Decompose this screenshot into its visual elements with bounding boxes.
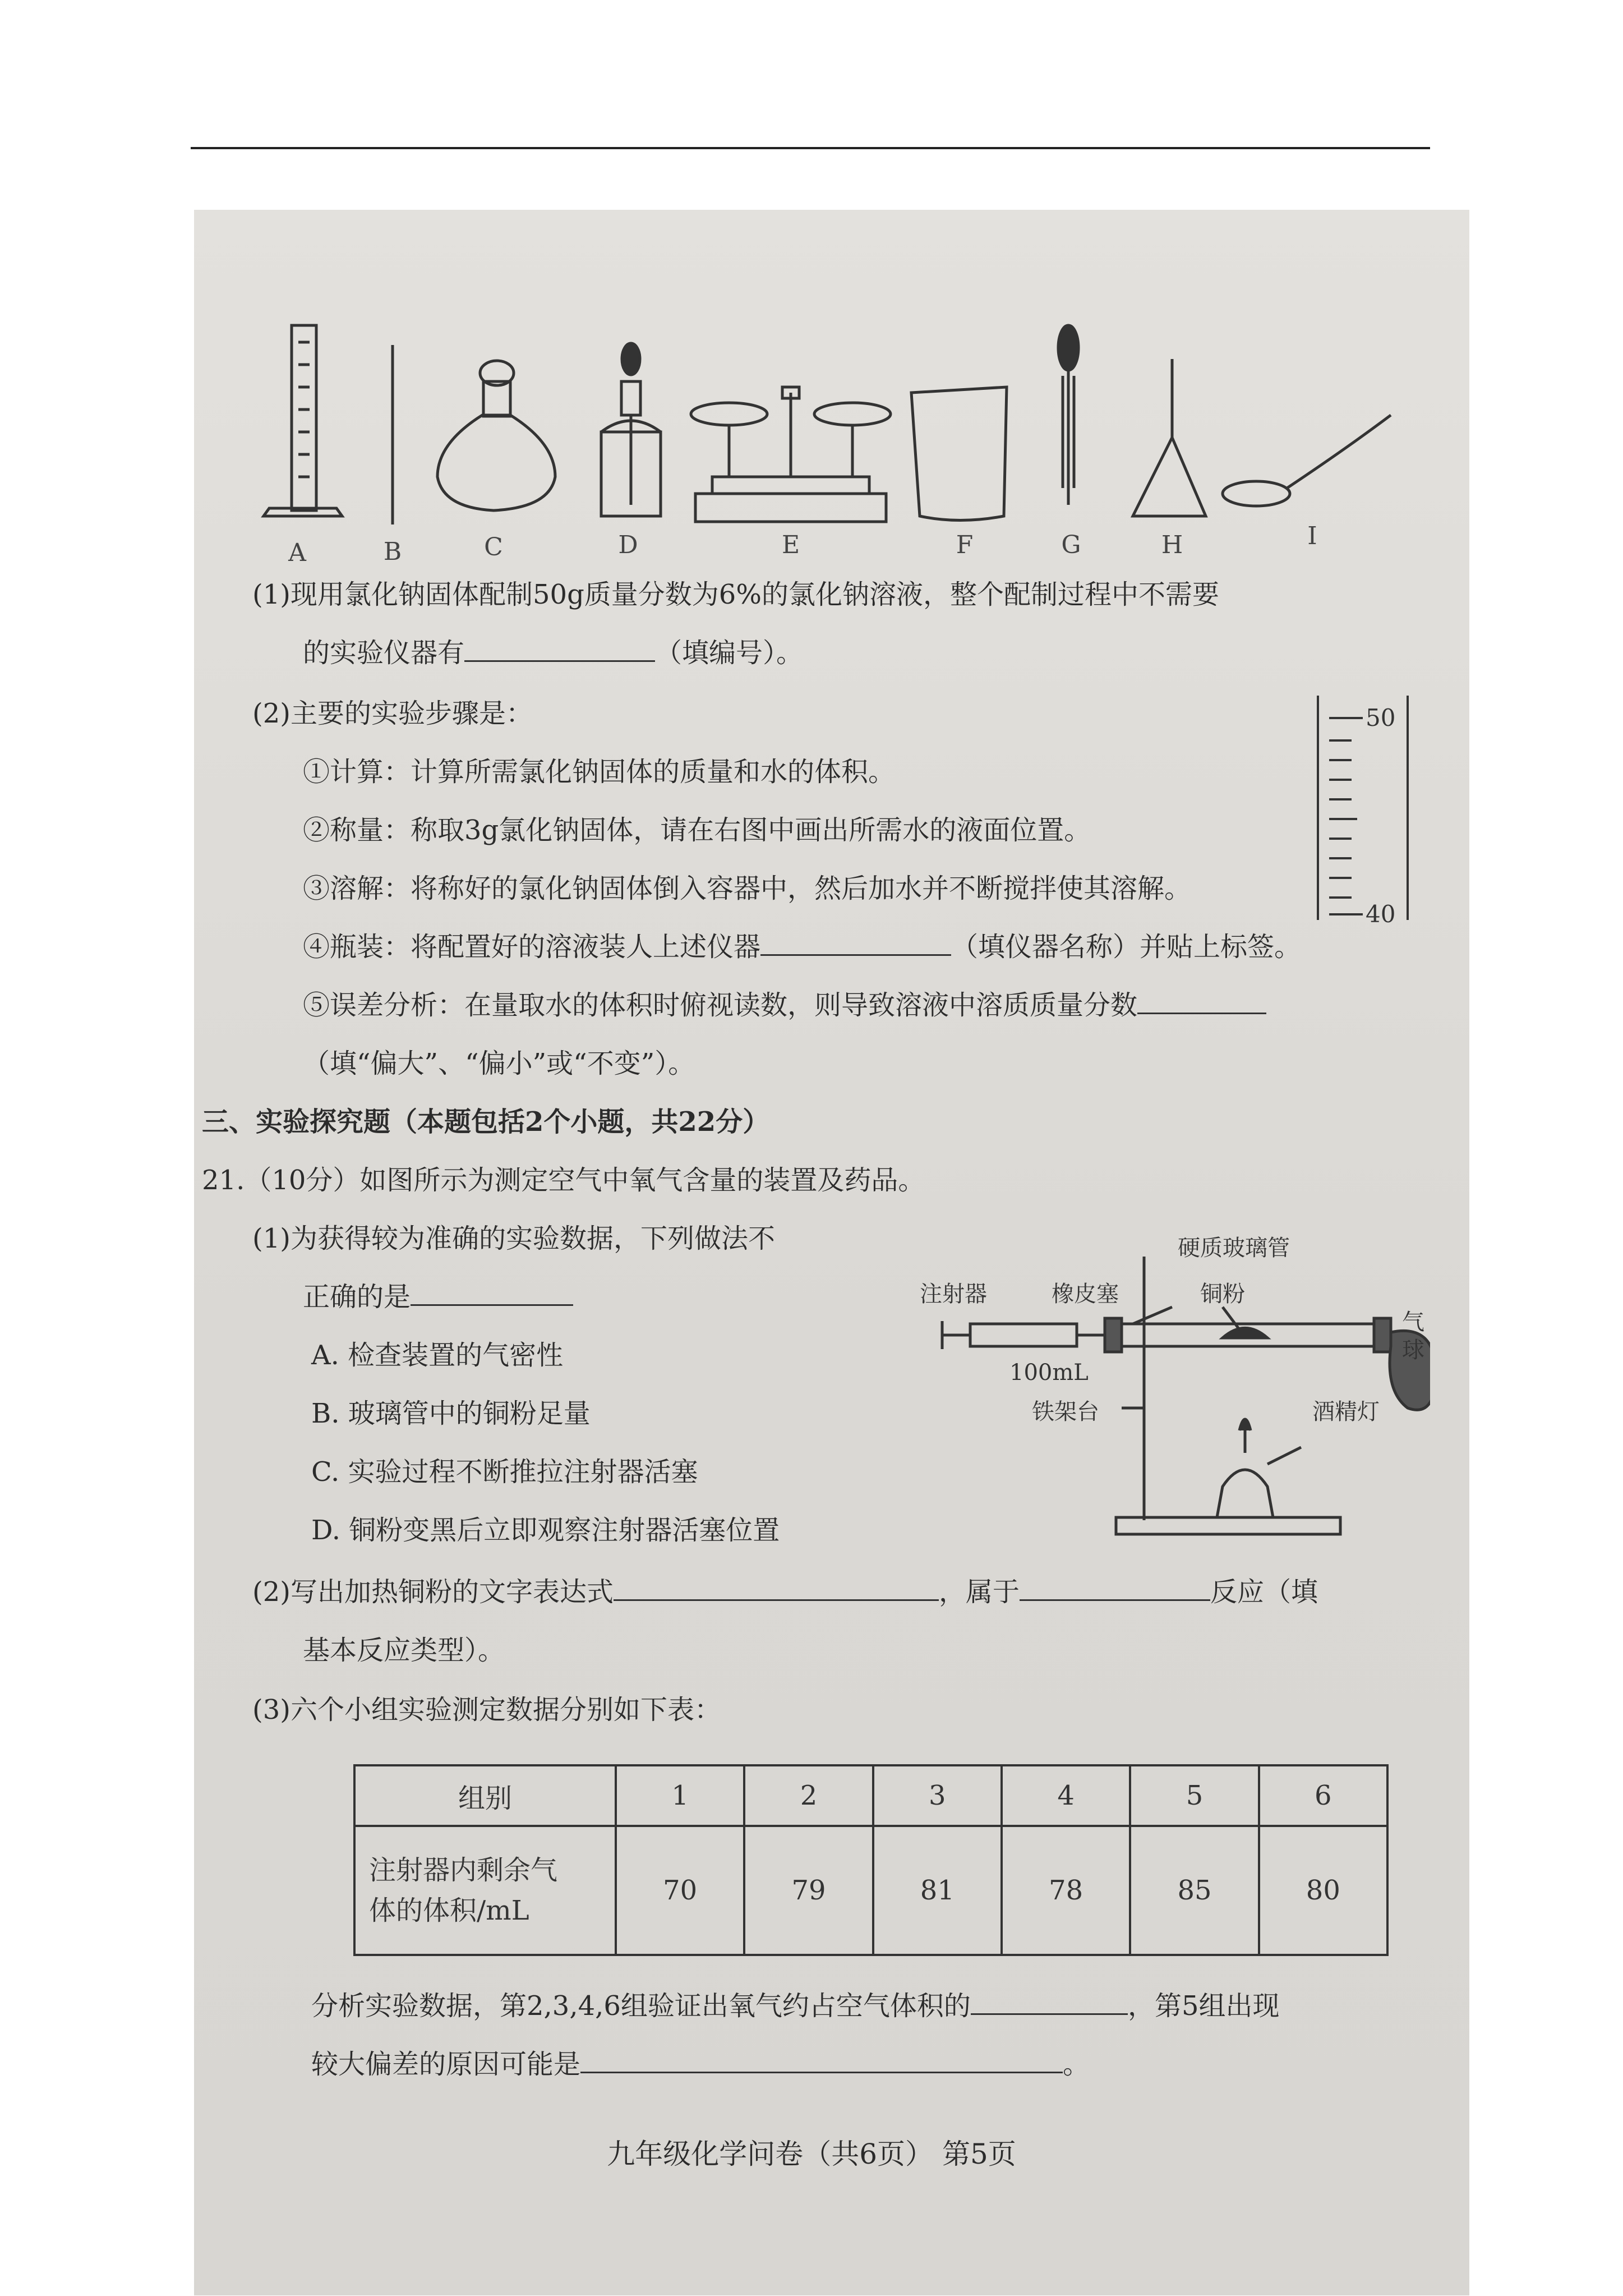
- apparatus-label-g: G: [1061, 531, 1081, 559]
- q21-analysis-reason: 较大偏差的原因可能是: [311, 2049, 581, 2080]
- q21-part2-line1: [252, 1576, 1318, 1609]
- results-table: [353, 1764, 1389, 1956]
- apparatus-label-a: A: [288, 539, 306, 567]
- q21-analysis-line1: [311, 1990, 1279, 2023]
- q21-intro: 21.（10分）如图所示为测定空气中氧气含量的装置及药品。: [202, 1165, 925, 1196]
- q20-part2-title: (2)主要的实验步骤是：: [252, 698, 533, 729]
- apparatus-label-e: E: [781, 531, 800, 559]
- spoon-icon: [1223, 415, 1391, 506]
- q20-step5-text: ⑤误差分析：在量取水的体积时俯视读数，则导致溶液中溶质质量分数: [303, 990, 1138, 1021]
- table-group-6: 6: [1259, 1765, 1387, 1826]
- funnel-icon: [1133, 359, 1206, 516]
- page-footer: 九年级化学问卷（共6页） 第5页: [607, 2138, 1016, 2170]
- balance-icon: [691, 387, 891, 522]
- q20-step4-suffix: （填仪器名称）并贴上标签。: [951, 931, 1302, 963]
- q21-part2-text: (2)写出加热铜粉的文字表达式: [252, 1576, 614, 1608]
- q21-option-c: C. 实验过程不断推拉注射器活塞: [311, 1456, 698, 1488]
- diagram-label-stopper: 橡皮塞: [1052, 1281, 1119, 1307]
- dropping-bottle-icon: [601, 343, 661, 516]
- q20-step4-text: ④瓶装：将配置好的溶液装人上述仪器: [303, 931, 761, 963]
- apparatus-label-i: I: [1307, 522, 1317, 550]
- diagram-label-copper: 铜粉: [1200, 1281, 1245, 1307]
- table-row-label-2: 体的体积/mL: [369, 1895, 529, 1926]
- diagram-label-balloon-2: 球: [1402, 1337, 1424, 1363]
- q20-answer-blank-2[interactable]: [760, 932, 951, 956]
- q21-part3-title: (3)六个小组实验测定数据分别如下表：: [252, 1694, 721, 1726]
- alcohol-lamp-icon: [1217, 1419, 1273, 1517]
- syringe-icon: [942, 1321, 1110, 1349]
- q21-part2-belongs: ，属于: [939, 1576, 1020, 1608]
- table-value-3: 81: [873, 1826, 1002, 1955]
- q20-part1-suffix: （填编号）。: [655, 637, 804, 669]
- table-value-4: 78: [1002, 1826, 1130, 1955]
- diagram-label-volume: 100mL: [1009, 1360, 1089, 1386]
- q20-part1-line1: (1)现用氯化钠固体配制50g质量分数为6%的氯化钠溶液，整个配制过程中不需要: [252, 579, 1219, 610]
- q21-part2-fill: 反应（填: [1210, 1576, 1318, 1608]
- table-group-5: 5: [1130, 1765, 1258, 1826]
- diagram-label-stand: 铁架台: [1032, 1399, 1099, 1425]
- q20-part1-line2: [303, 637, 803, 670]
- apparatus-label-b: B: [383, 537, 402, 566]
- q21-part1-line2: [303, 1281, 573, 1314]
- diagram-label-syringe: 注射器: [920, 1281, 987, 1307]
- q21-option-b: B. 玻璃管中的铜粉足量: [311, 1398, 591, 1429]
- cylinder-top-mark: 50: [1366, 704, 1396, 731]
- graduated-cylinder-icon: [264, 325, 342, 516]
- q20-answer-blank-1[interactable]: [464, 638, 655, 662]
- q21-option-d: D. 铜粉变黑后立即观察注射器活塞位置: [311, 1515, 780, 1546]
- dropper-icon: [1058, 325, 1078, 505]
- q21-analysis-end: 。: [1063, 2049, 1090, 2080]
- table-row: [354, 1826, 1387, 1955]
- beaker-icon: [911, 387, 1007, 521]
- q21-answer-blank-2[interactable]: [614, 1577, 939, 1601]
- q20-step4: [303, 931, 1301, 964]
- table-value-1: 70: [616, 1826, 744, 1955]
- q21-answer-blank-5[interactable]: [580, 2049, 1063, 2073]
- q20-step2: ②称量：称取3g氯化钠固体，请在右图中画出所需水的液面位置。: [303, 815, 1091, 846]
- apparatus-label-f: F: [956, 531, 974, 559]
- q21-analysis-group5: ，第5组出现: [1127, 1990, 1280, 2022]
- table-row-label: [354, 1826, 616, 1955]
- oxygen-apparatus-diagram: [909, 1228, 1430, 1537]
- q20-part1-text: 的实验仪器有: [303, 637, 465, 669]
- table-group-2: 2: [744, 1765, 873, 1826]
- section-3-title: 三、实验探究题（本题包括2个小题，共22分）: [202, 1106, 770, 1138]
- table-value-2: 79: [744, 1826, 873, 1955]
- cylinder-scale-diagram[interactable]: [1312, 690, 1424, 931]
- diagram-label-tube: 硬质玻璃管: [1178, 1235, 1290, 1261]
- q21-answer-blank-4[interactable]: [971, 1991, 1128, 2015]
- table-value-6: 80: [1259, 1826, 1387, 1955]
- cylinder-bottom-mark: 40: [1366, 900, 1396, 928]
- wide-mouth-bottle-icon: [437, 361, 555, 510]
- q21-part1-line1: (1)为获得较为准确的实验数据，下列做法不: [252, 1223, 775, 1254]
- diagram-label-balloon-1: 气: [1402, 1309, 1424, 1335]
- q20-answer-blank-3[interactable]: [1137, 990, 1266, 1014]
- q21-analysis-line2: [311, 2049, 1090, 2081]
- q21-answer-blank-3[interactable]: [1020, 1577, 1210, 1601]
- q20-step5-line1: [303, 990, 1266, 1022]
- q20-step1: ①计算：计算所需氯化钠固体的质量和水的体积。: [303, 756, 896, 788]
- apparatus-label-d: D: [618, 531, 638, 559]
- apparatus-label-h: H: [1161, 531, 1183, 559]
- q21-answer-blank-1[interactable]: [411, 1282, 573, 1306]
- table-header-row: [354, 1765, 1387, 1826]
- apparatus-illustration: [0, 0, 1623, 561]
- q20-step3: ③溶解：将称好的氯化钠固体倒入容器中，然后加水并不断搅拌使其溶解。: [303, 873, 1192, 904]
- table-value-5: 85: [1130, 1826, 1258, 1955]
- table-group-3: 3: [873, 1765, 1002, 1826]
- q21-analysis-text: 分析实验数据，第2,3,4,6组验证出氧气约占空气体积的: [311, 1990, 971, 2022]
- q20-step5-line2: （填“偏大”、“偏小”或“不变”）。: [303, 1048, 695, 1079]
- table-group-4: 4: [1002, 1765, 1130, 1826]
- table-header-label: 组别: [354, 1765, 616, 1826]
- copper-powder-icon: [1223, 1328, 1267, 1338]
- table-row-label-1: 注射器内剩余气: [369, 1855, 558, 1886]
- diagram-label-lamp: 酒精灯: [1312, 1399, 1380, 1425]
- q21-part2-line2: 基本反应类型）。: [303, 1635, 505, 1666]
- q21-part1-text: 正确的是: [303, 1281, 411, 1313]
- q21-option-a: A. 检查装置的气密性: [311, 1340, 564, 1371]
- apparatus-label-c: C: [484, 533, 503, 562]
- table-group-1: 1: [616, 1765, 744, 1826]
